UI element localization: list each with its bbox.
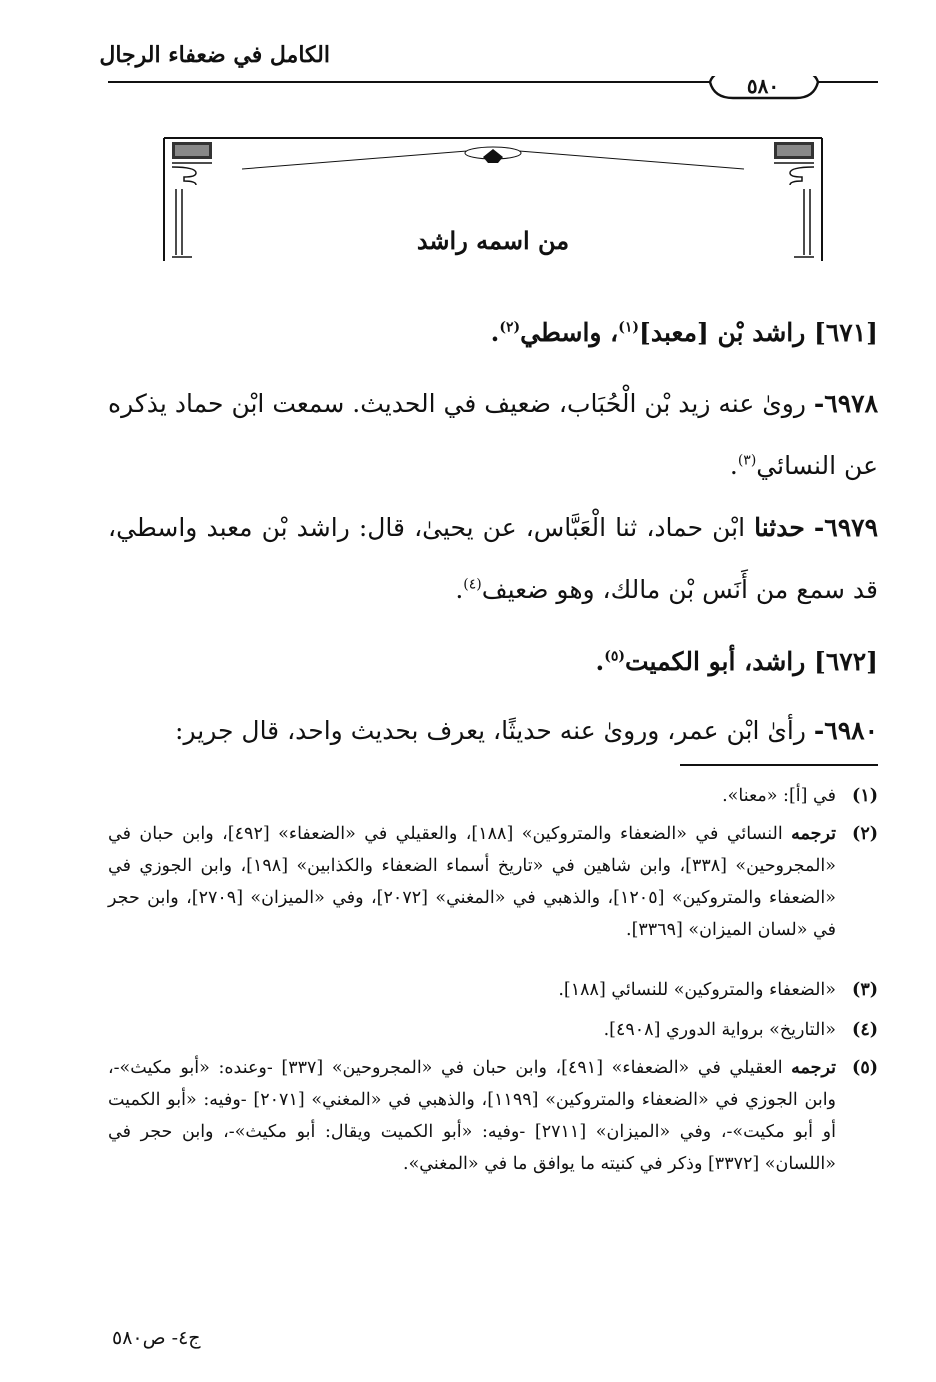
page-reference: ج٤- ص٥٨٠	[112, 1327, 201, 1349]
hadith-number: ٦٩٨٠-	[813, 716, 878, 745]
footnote	[108, 818, 878, 946]
entry-number: [٦٧٢]	[814, 647, 878, 676]
hadith-text: رأىٰ ابْن عمر، وروىٰ عنه حديثًا، يعرف بحديث واحد، قال جرير:	[175, 716, 814, 745]
center-ornament	[465, 147, 521, 163]
footnote-ref: (٣)	[737, 452, 757, 469]
footnote	[108, 974, 878, 1006]
hadith-paragraph	[108, 373, 878, 497]
page-number: ٥٨٠	[746, 74, 780, 98]
hadith-text: رویٰ عنه زيد بْن الْحُبَاب، ضعيف في الحديث. سمعت ابْن حماد يذكره عن النسائي	[108, 389, 878, 480]
footnote-ref: (٤)	[463, 576, 482, 593]
hadith-text: ابْن حماد، ثنا الْعَبَّاس، عن يحيىٰ، قال: راشد بْن معبد واسطي، قد سمع من أَنَس بْن مالك، وهو ضعيف	[108, 513, 878, 604]
footnote-ref: (١)	[618, 319, 640, 336]
footnote-number: (٥)	[852, 1058, 878, 1078]
entry-end: .	[595, 647, 605, 676]
footnote-number: (٤)	[852, 1020, 878, 1040]
footnote	[108, 1052, 878, 1180]
entry-name: راشد بْن [معبد]	[639, 318, 806, 347]
footnote-lead: ترجمه	[791, 1058, 837, 1078]
hadith-end: .	[455, 575, 464, 604]
hadith-number: ٦٩٧٨-	[813, 389, 878, 418]
hadith-end: .	[729, 451, 738, 480]
hadith-lead: حدثنا	[754, 513, 805, 542]
entry-name: راشد، أبو الكميت	[624, 647, 806, 676]
footnote-text: العقيلي في «الضعفاء» [٤٩١]، وابن حبان في «المجروحين» [٣٣٧] -وعنده: «أبو مكيث»-، وابن الجوزي في «الضعفاء والمتروكين» [١١٩٩]، والذهبي في «المغني» [٢٠٧١] -وفيه: «أبو الكميت أو أبو مكيت»-، وفي «الميزان» [٢٧١١] -وفيه: «أبو الكميت ويقال: أبو مكيث»-، وابن حجر في «اللسان» [٣٣٧٢] وذكر في كنيته ما يوافق ما في «المغني».	[108, 1058, 837, 1174]
footnote	[108, 1014, 878, 1046]
footnote-lead: ترجمه	[791, 824, 837, 844]
hadith-paragraph	[108, 497, 878, 621]
hadith-paragraph	[108, 700, 878, 762]
footnote-text: «التاريخ» برواية الدوري [٤٩٠٨].	[603, 1020, 836, 1040]
footnote-text: النسائي في «الضعفاء والمتروكين» [١٨٨]، والعقيلي في «الضعفاء» [٤٩٢]، وابن حبان في «المجروحين» [٣٣٨]، وابن شاهين في «تاريخ أسماء الضعفاء والكذابين» [١٩٨]، وابن الجوزي في «الضعفاء والمتروكين» [١٢٠٥]، والذهبي في «المغني» [٢٠٧٢]، وفي «الميزان» [٢٧٠٩]، وابن حجر في «لسان الميزان» [٣٣٦٩].	[108, 824, 836, 940]
entry-rest: ، واسطي	[520, 318, 619, 347]
footnote-ref: (٢)	[499, 319, 521, 336]
footnote-rule	[108, 764, 878, 766]
entry-heading	[595, 647, 878, 676]
entry-end: .	[490, 318, 500, 347]
footnote-text: في [أ]: «معنا».	[722, 786, 836, 806]
footnote	[108, 780, 878, 812]
footnote-text: «الضعفاء والمتروكين» للنسائي [١٨٨].	[558, 980, 836, 1000]
footnote-number: (٢)	[852, 824, 878, 844]
entry-heading	[491, 318, 878, 347]
section-title: من اسمه راشد	[416, 226, 570, 255]
hadith-number: ٦٩٧٩-	[813, 513, 878, 542]
running-title: الكامل في ضعفاء الرجال	[99, 42, 330, 68]
footnote-ref: (٥)	[604, 648, 625, 665]
entry-number: [٦٧١]	[814, 318, 878, 347]
footnote-number: (٣)	[852, 980, 878, 1000]
footnote-number: (١)	[852, 786, 878, 806]
